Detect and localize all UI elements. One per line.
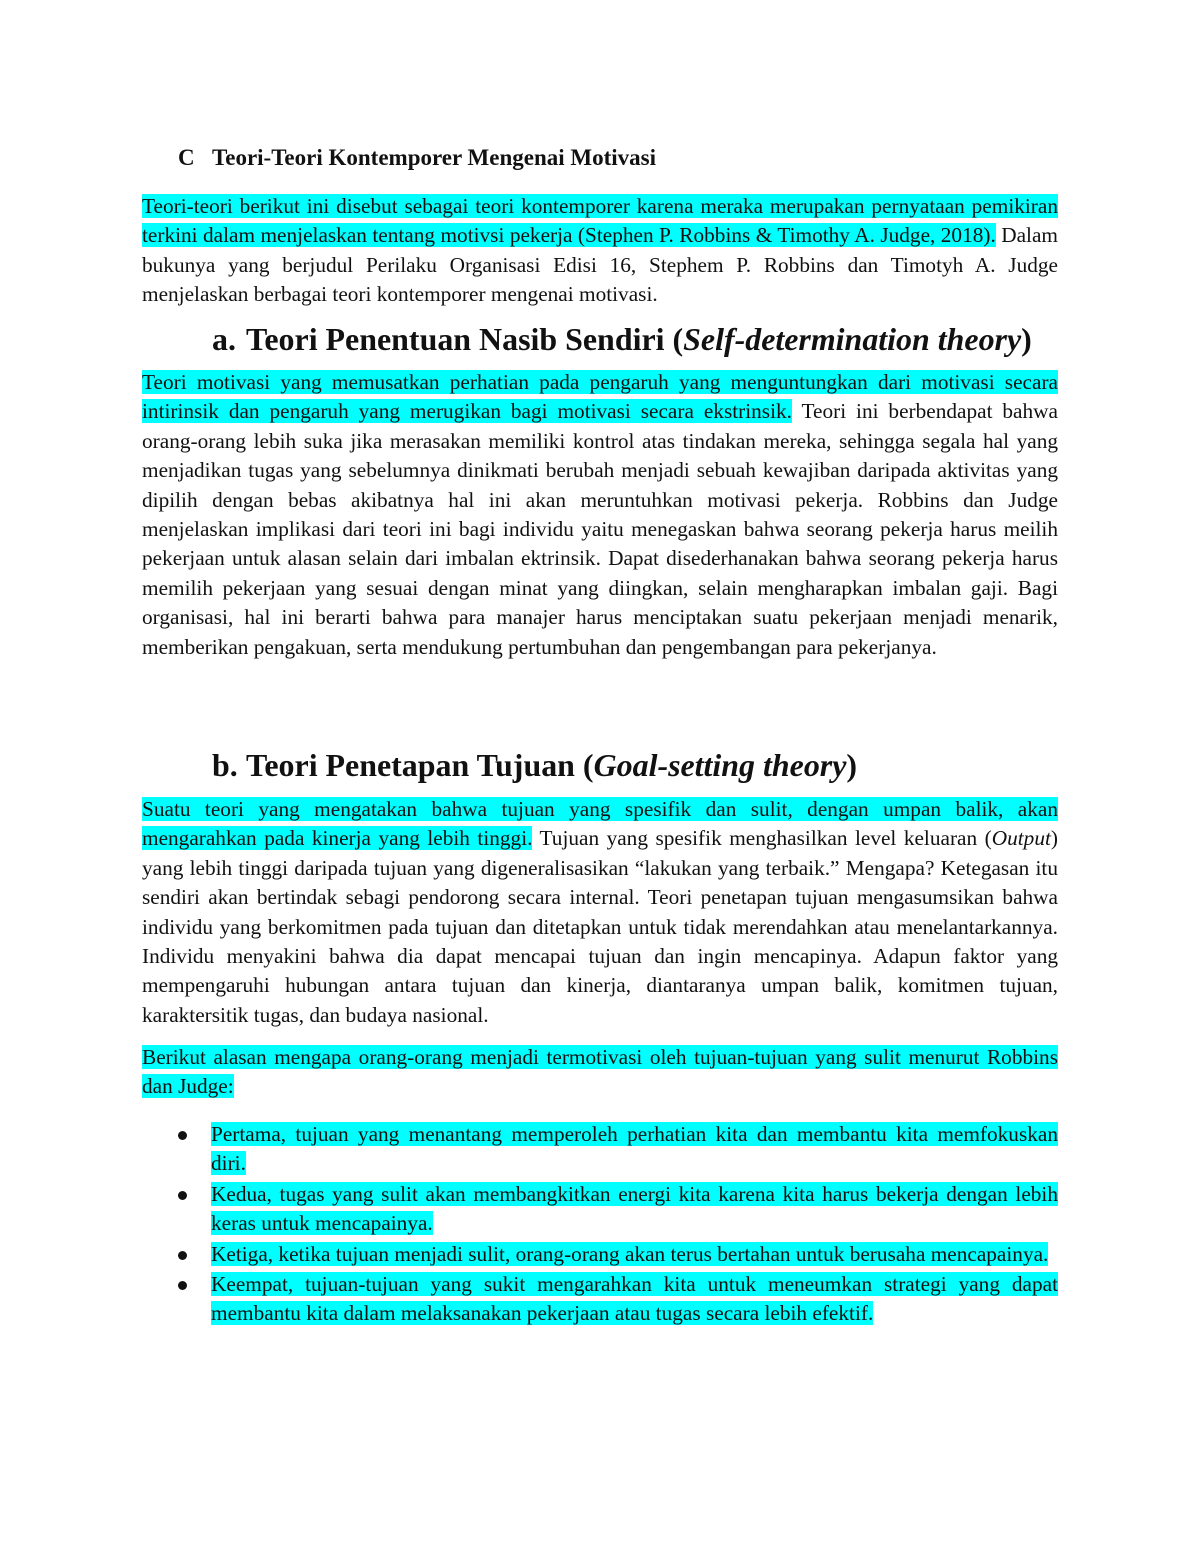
bullet-icon (176, 1120, 211, 1149)
list-item (142, 1270, 1058, 1329)
subheading-a (212, 322, 1032, 357)
list-item (142, 1180, 1058, 1239)
subheading-a-end: ) (1021, 322, 1032, 357)
subheading-a-letter: a. (212, 322, 236, 357)
subheading-b-end: ) (846, 748, 858, 783)
section-a-plain-text: Teori ini berbendapat bahwa orang-orang lebih suka jika merasakan memiliki kontrol atas tindakan mereka, sehingga segala hal yang menjadikan tugas yang sebelumnya dinikmati berubah menjadi sebuah kewajiban daripada aktivitas yang dipilih dengan bebas akibatnya hal ini akan meruntuhkan motivasi pekerja. Robbins dan Judge menjelaskan implikasi dari teori ini bagi individu yaitu menegaskan bahwa seorang pekerja harus meilih pekerjaan untuk alasan selain dari imbalan ektrinsik. Dapat disederhanakan bahwa seorang pekerja harus memilih pekerjaan yang sesuai dengan minat yang diingkan, selain mengharapkan imbalan gaji. Bagi organisasi, hal ini berarti bahwa para manajer harus menciptakan suatu pekerjaan menjadi menarik, memberikan pengakuan, serta mendukung pertumbuhan dan pengembangan para pekerjanya. (142, 399, 1058, 659)
section-b-paragraph (142, 795, 1058, 1030)
subheading-b-title: Teori Penetapan Tujuan ( (246, 748, 594, 783)
section-title: Teori-Teori Kontemporer Mengenai Motivasi (212, 145, 656, 170)
intro-plain-text: Dalam bukunya yang berjudul Perilaku Organisasi Edisi 16, Stephem P. Robbins dan Timotyh A. Judge menjelaskan berbagai teori kontemporer mengenai motivasi. (142, 223, 1058, 307)
section-b-plain-text-1: Tujuan yang spesifik menghasilkan level keluaran ( (532, 826, 992, 851)
reasons-intro-text: Berikut alasan mengapa orang-orang menjadi termotivasi oleh tujuan-tujuan yang sulit menurut Robbins dan Judge: (142, 1045, 1058, 1099)
list-item-text: Pertama, tujuan yang menantang memperoleh perhatian kita dan membantu kita memfokuskan diri. (211, 1122, 1058, 1176)
subheading-b (212, 748, 858, 783)
section-b-highlighted-text: Suatu teori yang mengatakan bahwa tujuan yang spesifik dan sulit, dengan umpan balik, akan mengarahkan pada kinerja yang lebih tinggi. (142, 797, 1058, 851)
list-item-text: Kedua, tugas yang sulit akan membangkitkan energi kita karena kita harus bekerja dengan lebih keras untuk mencapainya. (211, 1181, 1058, 1236)
subheading-b-letter: b. (212, 748, 238, 783)
section-heading (178, 140, 656, 176)
reasons-intro-paragraph (142, 1043, 1058, 1102)
reasons-list (142, 1120, 1058, 1330)
section-b-italic-output: Output (991, 826, 1051, 851)
subheading-b-italic: Goal-setting theory (593, 748, 847, 783)
list-item (142, 1240, 1058, 1269)
section-letter: C (178, 145, 195, 170)
subheading-a-italic: Self-determination theory (683, 322, 1022, 357)
bullet-icon (176, 1240, 211, 1269)
intro-paragraph (142, 192, 1058, 310)
bullet-icon (176, 1270, 211, 1299)
list-item-text: Keempat, tujuan-tujuan yang sukit mengarahkan kita untuk meneumkan strategi yang dapat membantu kita dalam melaksanakan pekerjaan atau tugas secara lebih efektif. (211, 1272, 1058, 1326)
section-a-paragraph (142, 368, 1058, 662)
intro-highlighted-text: Teori-teori berikut ini disebut sebagai teori kontemporer karena meraka merupakan pernyataan pemikiran terkini dalam menjelaskan tentang motivsi pekerja (Stephen P. Robbins & Timothy A. Judge, 2018). (142, 194, 1058, 248)
list-item-text: Ketiga, ketika tujuan menjadi sulit, orang-orang akan terus bertahan untuk berusaha mencapainya. (211, 1241, 1049, 1266)
bullet-icon (176, 1180, 211, 1209)
subheading-a-title: Teori Penentuan Nasib Sendiri ( (246, 322, 684, 357)
section-b-plain-text-2: ) yang lebih tinggi daripada tujuan yang digeneralisasikan “lakukan yang terbaik.” Mengapa? Ketegasan itu sendiri akan bertindak sebagi pendorong secara internal. Teori penetapan tujuan mengasumsikan bahwa individu yang berkomitmen pada tujuan dan ditetapkan untuk tidak merendahkan atau menelantarkannya. Individu menyakini bahwa dia dapat mencapai tujuan dan ingin mencapinya. Adapun faktor yang mempengaruhi hubungan antara tujuan dan kinerja, diantaranya umpan balik, komitmen tujuan, karaktersitik tugas, dan budaya nasional. (142, 826, 1058, 1027)
list-item (142, 1120, 1058, 1179)
section-a-highlighted-text: Teori motivasi yang memusatkan perhatian pada pengaruh yang menguntungkan dari motivasi secara intirinsik dan pengaruh yang merugikan bagi motivasi secara ekstrinsik. (142, 370, 1058, 424)
